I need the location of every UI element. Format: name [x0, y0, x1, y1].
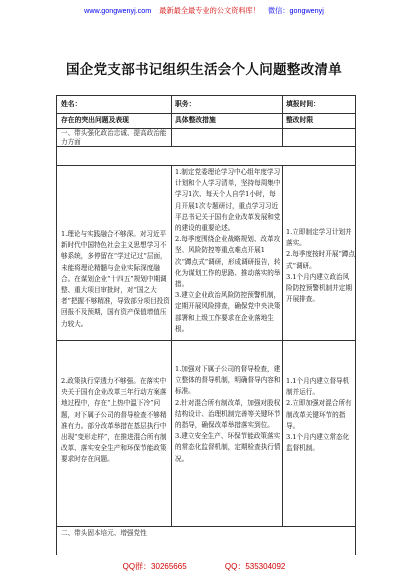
site-slogan: 最新最全最专业的公文资料库！ [159, 6, 260, 15]
rectification-table [56, 95, 356, 555]
table-row-1-problem: 1.理论与实践融合不够深。对习近平新时代中国特色社会主义思想学习不够系统，多停留在“学过记过”层面，未能将理论精髓与企业实际深度融合。在谋划企业“十四五”规划中期调整、重大项目审批时，对“国之大者”把握不够精准，导致部分项目投资回报不及预期，国有资产保值增值压力较大。 [61, 230, 170, 328]
column-header-measures: 具体整改措施 [175, 116, 216, 124]
footer-qq: QQ：535304092 [224, 562, 286, 571]
table-row-2-deadline: 1.1个月内建立督导机制并运行。 2.立即加强对混合所有制改革关键环节的指导。 3.1个月内建立常态化监督机制。 [286, 377, 352, 453]
top-banner [0, 6, 408, 16]
column-header-deadline: 整改时限 [286, 116, 314, 124]
table-row-1-deadline: 1.立即制定学习计划并落实。 2.每季度按时开展“蹲点式”调研。 3.1个月内建立政治风险防控预警机制并定期开展排查。 [286, 228, 355, 304]
section-heading: 二、带头固本培元、增强党性 [61, 529, 147, 537]
name-label: 姓名： [61, 100, 82, 108]
table-row-1-measures: 1.制定党委理论学习中心组年度学习计划和个人学习清单，坚持每周集中学习1次、每天个人自学1小时，每月开展1次专题研讨，重点学习习近平总书记关于国有企业改革发展和党的建设的重要论述。 2.每季度围绕企业战略规划、改革攻坚、风险防控等重点难点开展1次“蹲点式”调研，形成调研报告，转化为谋划工作的思路、推动落实的举措。 3.建立企业政治风险防控预警机制，定期开展风险排查，确保党中央决策部署和上级工作要求在企业落地生根。 [175, 168, 281, 333]
table-row-2-problem: 2.政策执行穿透力不够强。在落实中央关于国有企业改革三年行动方案落地过程中，存在“上热中温下冷”问题，对下属子公司的督导检查不够精准有力。部分改革举措在基层执行中出现“变形走样”，在推进混合所有制改革、落实安全生产和环保节能政策要求时存在问题。 [61, 377, 167, 464]
column-header-problem: 存在的突出问题及表现 [61, 116, 129, 124]
site-url[interactable]: www.gongwenyj.com [84, 6, 152, 15]
position-label: 职务： [175, 100, 196, 108]
footer-qq-group: QQ群：30265665 [122, 562, 187, 571]
date-label: 填报时间： [286, 100, 320, 108]
wechat-id: 微信：gongwenyj [267, 6, 324, 15]
table-row-2-measures: 1.加强对下属子公司的督导检查，建立整体的督导机制，明确督导内容和标准。 2.针对混合所有制改革，加强对股权结构设计、治理机制完善等关键环节的指导，确保改革举措落实到位。 3.建立安全生产、环保节能政策落实的常态化监督机制，定期检查执行情况。 [175, 365, 281, 463]
contact-footer [0, 561, 408, 572]
section-heading: 一、带头强化政治忠诚、提高政治能力方面 [61, 129, 167, 146]
page-title: 国企党支部书记组织生活会个人问题整改清单 [66, 62, 342, 78]
